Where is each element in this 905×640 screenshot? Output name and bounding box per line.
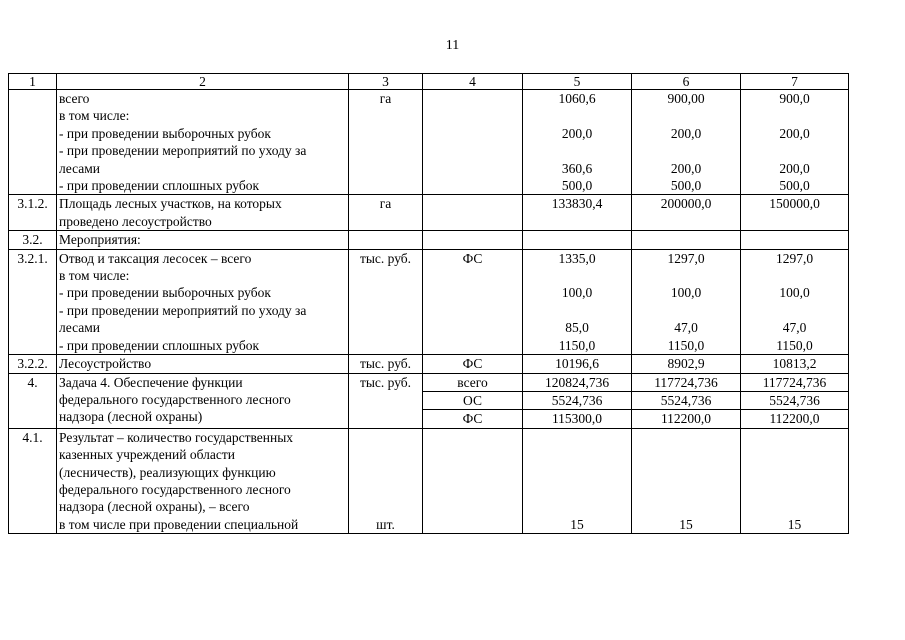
table-cell: Отвод и таксация лесосек – всего в том числе: - при проведении выборочных рубок - при проведении мероприятий по уходу за лесами - при проведении сплошных рубок: [57, 249, 349, 354]
table-cell: шт.: [349, 428, 423, 533]
table-cell: 3.2.2.: [9, 355, 57, 373]
table-cell: Лесоустройство: [57, 355, 349, 373]
table-row: [9, 249, 849, 354]
table-header-row: [9, 74, 849, 90]
table-cell: 117724,736: [632, 373, 741, 391]
table-cell: 5524,736: [741, 391, 849, 409]
table-cell: [349, 231, 423, 249]
table-cell: ФС: [423, 410, 523, 428]
table-cell: 117724,736: [741, 373, 849, 391]
table-cell: 115300,0: [523, 410, 632, 428]
table-cell: 4.: [9, 373, 57, 428]
table-row: [9, 90, 849, 195]
table-cell: 15: [632, 428, 741, 533]
table-cell: 3.1.2.: [9, 195, 57, 231]
table-cell: 900,00 200,0 200,0 500,0: [632, 90, 741, 195]
table-cell: ФС: [423, 249, 523, 354]
table-cell: 4.1.: [9, 428, 57, 533]
column-header: 7: [741, 74, 849, 90]
table-cell: [423, 90, 523, 195]
table-cell: 1297,0 100,0 47,0 1150,0: [632, 249, 741, 354]
table-cell: [741, 231, 849, 249]
column-header: 1: [9, 74, 57, 90]
table-cell: Мероприятия:: [57, 231, 349, 249]
table-cell: 8902,9: [632, 355, 741, 373]
table-cell: всего: [423, 373, 523, 391]
table-cell: 120824,736: [523, 373, 632, 391]
table-row: [9, 195, 849, 231]
table-cell: га: [349, 90, 423, 195]
table-cell: тыс. руб.: [349, 373, 423, 428]
data-table: [8, 73, 849, 534]
table-cell: Площадь лесных участков, на которых проведено лесоустройство: [57, 195, 349, 231]
table-cell: 10196,6: [523, 355, 632, 373]
table-cell: 15: [523, 428, 632, 533]
table-cell: 200000,0: [632, 195, 741, 231]
table-cell: 1335,0 100,0 85,0 1150,0: [523, 249, 632, 354]
table-cell: 150000,0: [741, 195, 849, 231]
table-cell: 3.2.1.: [9, 249, 57, 354]
table-cell: 5524,736: [632, 391, 741, 409]
column-header: 5: [523, 74, 632, 90]
table-cell: ОС: [423, 391, 523, 409]
table-row: [9, 355, 849, 373]
table-cell: 1060,6 200,0 360,6 500,0: [523, 90, 632, 195]
table-cell: га: [349, 195, 423, 231]
page-number: 11: [445, 38, 460, 53]
table-cell: [632, 231, 741, 249]
table-cell: 15: [741, 428, 849, 533]
table-row: [9, 231, 849, 249]
table-cell: Задача 4. Обеспечение функции федерального государственного лесного надзора (лесной охраны): [57, 373, 349, 428]
column-header: 2: [57, 74, 349, 90]
table-cell: 1297,0 100,0 47,0 1150,0: [741, 249, 849, 354]
table-cell: 5524,736: [523, 391, 632, 409]
table-cell: 112200,0: [632, 410, 741, 428]
table-cell: [423, 428, 523, 533]
table-row: [9, 428, 849, 533]
table-cell: [523, 231, 632, 249]
table-body: [9, 74, 849, 534]
column-header: 3: [349, 74, 423, 90]
column-header: 4: [423, 74, 523, 90]
table-cell: 900,0 200,0 200,0 500,0: [741, 90, 849, 195]
table-cell: [423, 195, 523, 231]
table-row: [9, 373, 849, 391]
table-cell: 3.2.: [9, 231, 57, 249]
table-cell: тыс. руб.: [349, 249, 423, 354]
table-cell: 10813,2: [741, 355, 849, 373]
table-cell: тыс. руб.: [349, 355, 423, 373]
table-cell: 133830,4: [523, 195, 632, 231]
table-cell: всего в том числе: - при проведении выборочных рубок - при проведении мероприятий по уходу за лесами - при проведении сплошных рубок: [57, 90, 349, 195]
table-cell: [423, 231, 523, 249]
table-cell: 112200,0: [741, 410, 849, 428]
table-cell: [9, 90, 57, 195]
column-header: 6: [632, 74, 741, 90]
table-cell: ФС: [423, 355, 523, 373]
table-cell: Результат – количество государственных казенных учреждений области (лесничеств), реализующих функцию федерального государственного лесного надзора (лесной охраны), – всего в том числе при проведении специальной: [57, 428, 349, 533]
